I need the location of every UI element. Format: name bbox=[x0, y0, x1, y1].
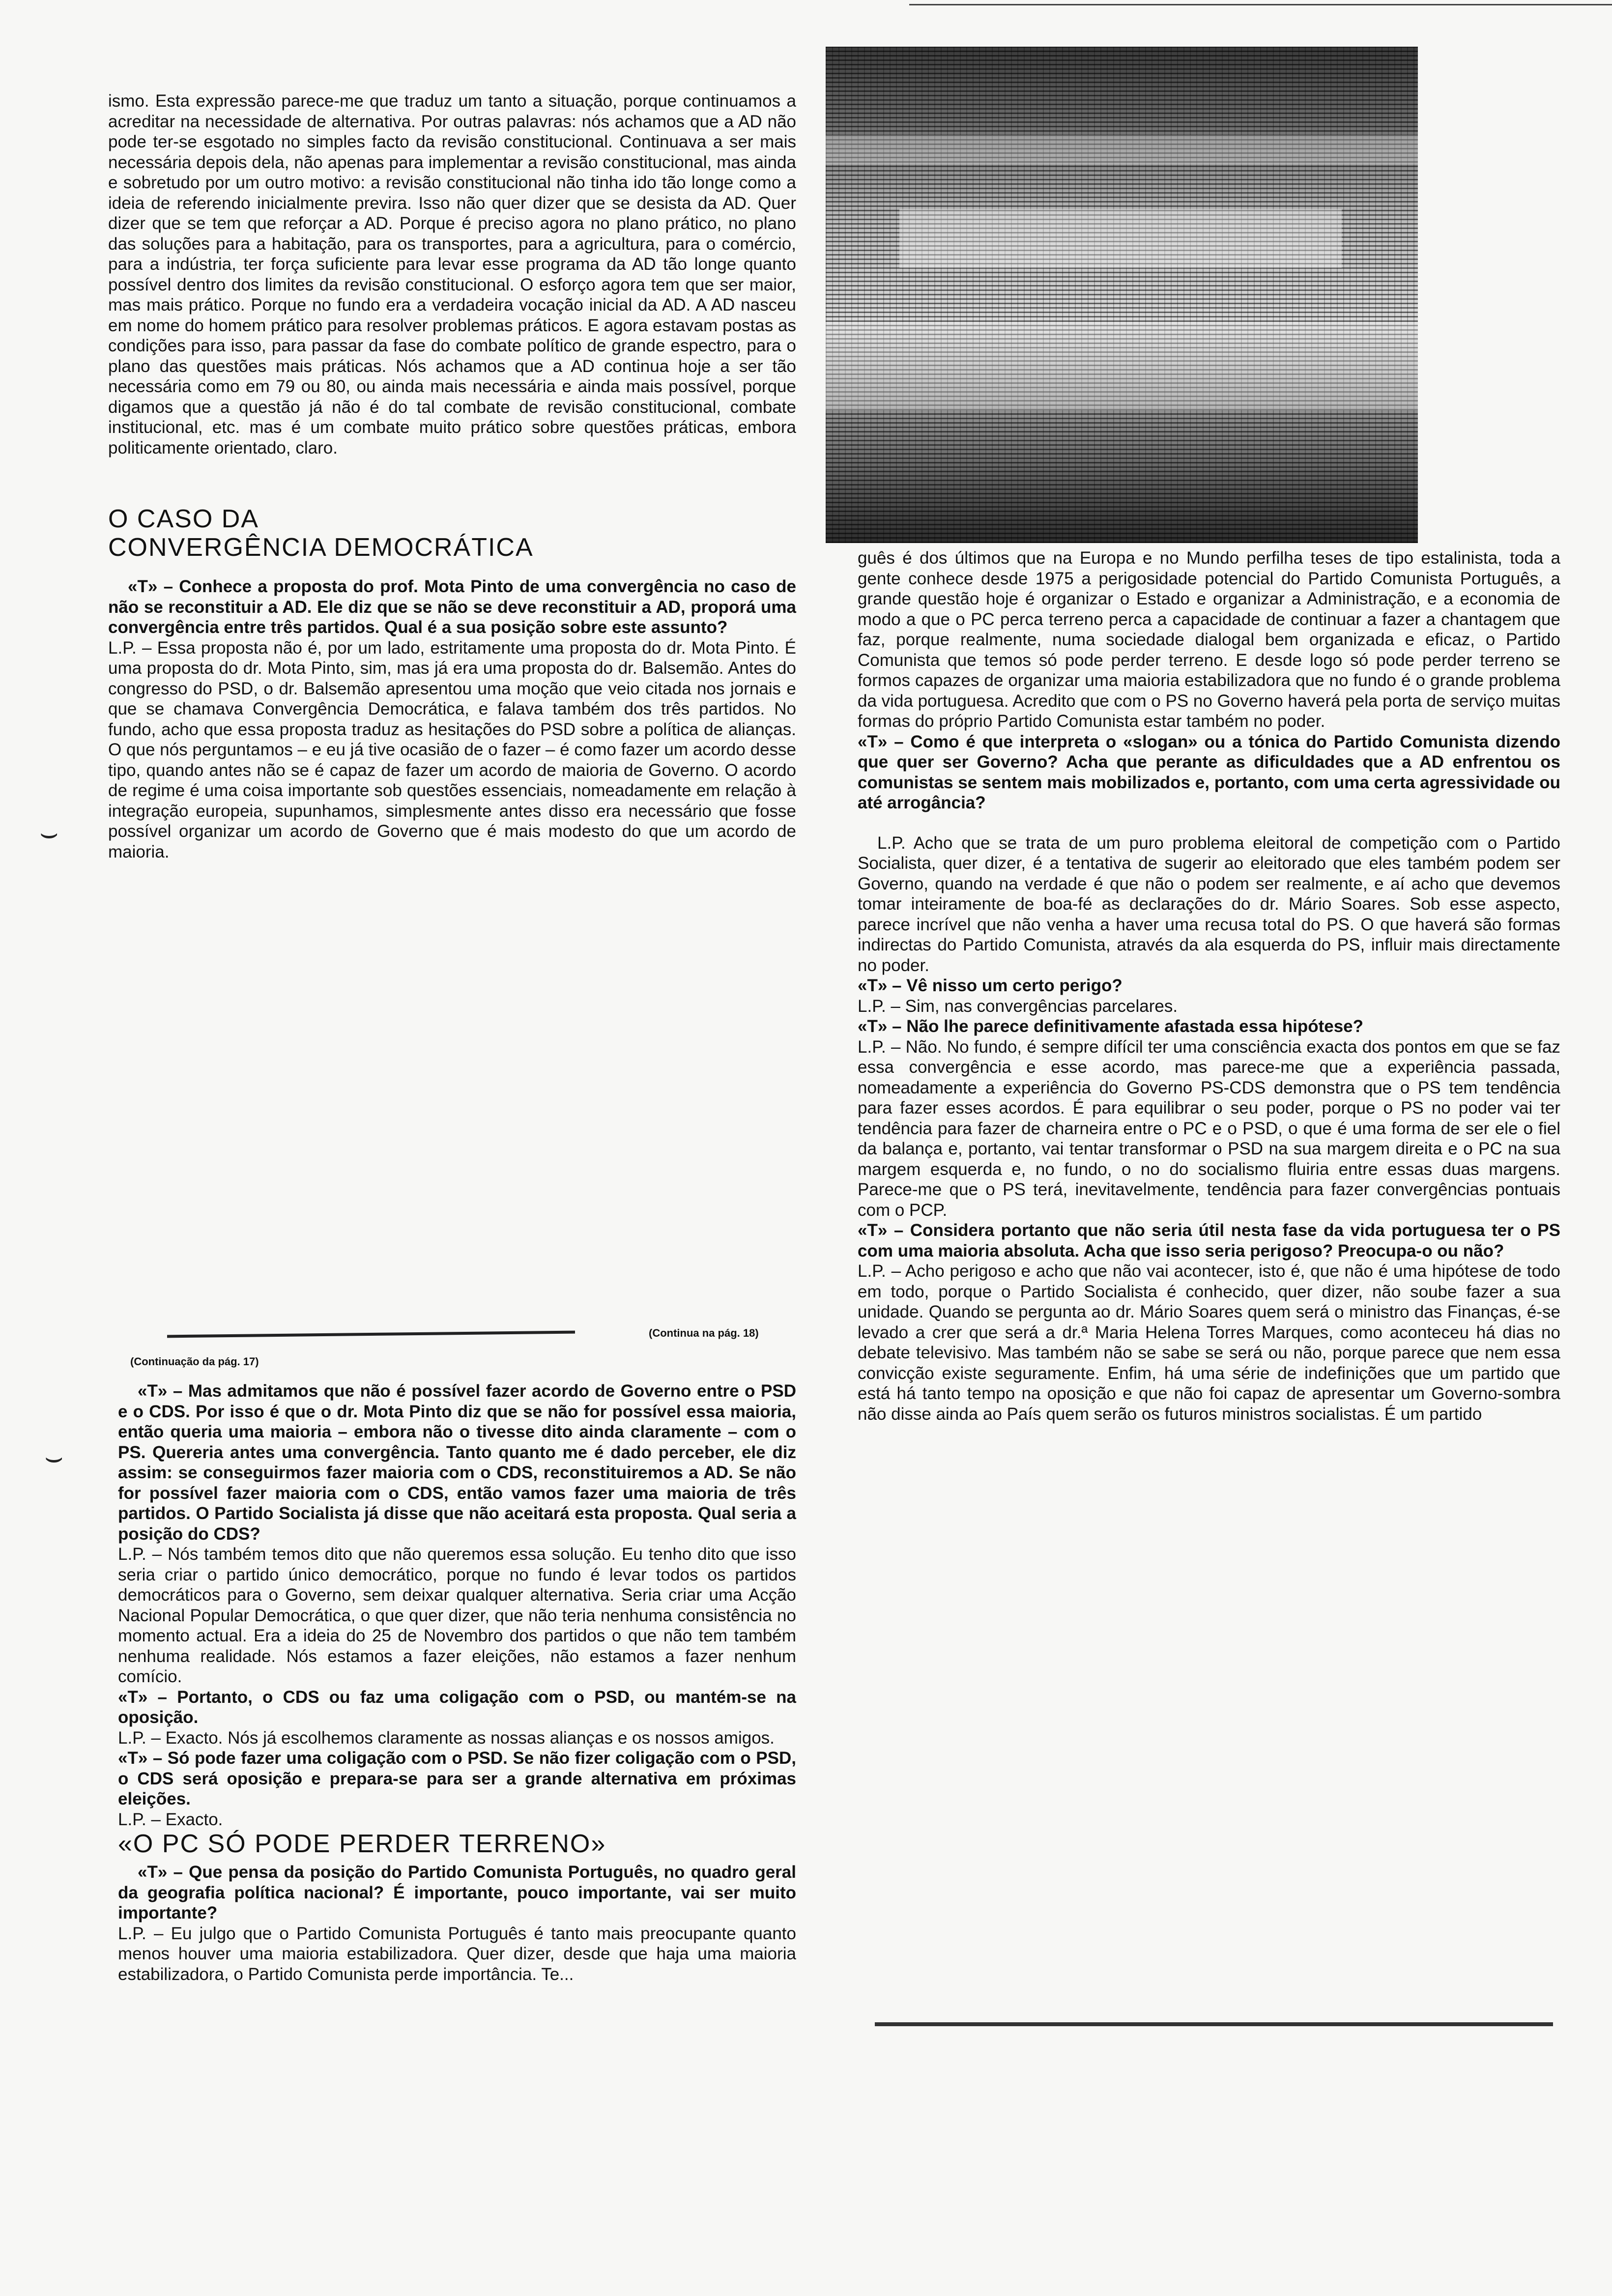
answer-7: L.P. – Sim, nas convergências parcelares. bbox=[858, 996, 1178, 1016]
answer-3: L.P. – Exacto. Nós já escolhemos claramente as nossas alianças e os nossos amigos. bbox=[118, 1728, 775, 1748]
question-7: «T» – Vê nisso um certo perigo? bbox=[858, 976, 1123, 995]
right-column bbox=[858, 548, 1560, 1424]
continued-from-note: (Continuação da pág. 17) bbox=[130, 1355, 259, 1368]
left-column bbox=[108, 91, 796, 862]
question-5: «T» – Que pensa da posição do Partido Comunista Português, no quadro geral da geografia política nacional? É importante, pouco importante, vai ser muito importante? bbox=[118, 1863, 796, 1923]
section-heading-pc: «O PC SÓ PODE PERDER TERRENO» bbox=[118, 1830, 606, 1858]
top-rule bbox=[909, 4, 1612, 5]
column-break-rule bbox=[167, 1331, 575, 1338]
continue-note: (Continua na pág. 18) bbox=[649, 1327, 759, 1339]
question-3: «T» – Portanto, o CDS ou faz uma coligação com o PSD, ou mantém-se na oposição. bbox=[118, 1687, 796, 1727]
answer-6: L.P. Acho que se trata de um puro problema eleitoral de competição com o Partido Socialista, quer dizer, é a tentativa de sugerir ao eleitorado que eles também podem ser Governo, quando na verdade é que não o podem ser realmente, e aí acho que devemos tomar inteiramente de boa-fé as declarações do dr. Mário Soares. Sob esse aspecto, parece incrível que não venha a haver uma recusa total do PS. O que haverá são formas indirectas do Partido Comunista, através da ala esquerda do PS, influir mais directamente no poder. bbox=[858, 833, 1560, 975]
answer-5-continued: guês é dos últimos que na Europa e no Mundo perfilha teses de tipo estalinista, toda a gente conhece desde 1975 a perigosidade potencial do Partido Comunista Português, a grande questão hoje é organizar o Estado e organizar a Administração, e a economia de modo a que o PC perca terreno perca a capacidade de continuar a fazer a chantagem que faz, porque realmente, numa sociedade dialogal bem organizada e eficaz, o Partido Comunista que temos só pode perder terreno. E desde logo só pode perder terreno se formos capazes de organizar uma maioria estabilizadora que no fundo é o grande problema da vida portuguesa. Acredito que com o PS no Governo haverá pela porta de serviço muitas formas do próprio Partido Comunista estar também no poder. bbox=[858, 548, 1561, 731]
question-9: «T» – Considera portanto que não seria útil nesta fase da vida portuguesa ter o PS com uma maioria absoluta. Acha que isso seria perigoso? Preocupa-o ou não? bbox=[858, 1221, 1560, 1261]
heading-line-1: O CASO DA bbox=[108, 505, 259, 533]
left-column-continued bbox=[118, 1381, 796, 1984]
answer-4: L.P. – Exacto. bbox=[118, 1809, 223, 1829]
newspaper-photo bbox=[826, 47, 1418, 543]
answer-9: L.P. – Acho perigoso e acho que não vai acontecer, isto é, que não é uma hipótese de todo em todo, porque o Partido Socialista é conhecido, quer dizer, não soube fazer a sua unidade. Quando se pergunta ao dr. Mário Soares quem será o ministro das Finanças, é-se levado a crer que será a dr.ª Maria Helena Torres Marques, como aconteceu há dias no debate televisivo. Mas também não se sabe se será ou não, porque parece que nem essa convicção existe seguramente. Enfim, há uma série de indefinições que um partido que está há tanto tempo na oposição e que não foi capaz de apresentar um Governo-sombra não disse ainda ao País quem serão os futuros ministros socialistas. É um partido bbox=[858, 1262, 1560, 1424]
section-heading-convergencia bbox=[108, 505, 796, 562]
question-8: «T» – Não lhe parece definitivamente afastada essa hipótese? bbox=[858, 1017, 1364, 1036]
answer-2: L.P. – Nós também temos dito que não queremos essa solução. Eu tenho dito que isso seria criar o partido único democrático, porque no fundo é levar todos os partidos democráticos para o Governo, sem deixar qualquer alternativa. Seria criar uma Acção Nacional Popular Democrática, o que quer dizer, que não teria nenhuma consistência no momento actual. Era a ideia do 25 de Novembro dos partidos o que não tem também nenhuma realidade. Nós estamos a fazer eleições, não estamos a fazer nenhum comício. bbox=[118, 1545, 796, 1686]
margin-mark-1: ⌣ bbox=[39, 816, 59, 849]
margin-mark-2: ⌣ bbox=[44, 1440, 64, 1473]
intro-paragraph: ismo. Esta expressão parece-me que traduz um tanto a situação, porque continuamos a acreditar na necessidade de alternativa. Por outras palavras: nós achamos que a AD não pode ter-se esgotado no simples facto da revisão constitucional. Continuava a ser mais necessária depois dela, não apenas para implementar a revisão constitucional, mas ainda e sobretudo por um outro motivo: a revisão constitucional não tinha ido tão longe como a ideia de referendo inicialmente previra. Isso não quer dizer que se desista da AD. Quer dizer que se tem que reforçar a AD. Porque é preciso agora no plano prático, no plano das soluções para a habitação, para os transportes, para a agricultura, para o comércio, para a indústria, ter força suficiente para levar esse programa da AD tão longe quanto possível dentro dos limites da revisão constitucional. O esforço agora tem que ser maior, mas mais prático. Porque no fundo era a verdadeira vocação inicial da AD. A AD nasceu em nome do homem prático para resolver problemas práticos. E agora estavam postas as condições para isso, para passar da fase do combate político de grande espectro, para o plano das questões mais práticas. Nós achamos que a AD continua hoje a ser tão necessária como em 79 ou 80, ou ainda mais necessária e ainda mais possível, porque digamos que a questão já não é do tal combate de revisão constitucional, combate institucional, etc. mas é um combate muito prático sobre questões práticas, embora politicamente orientado, claro. bbox=[108, 91, 796, 458]
question-6: «T» – Como é que interpreta o «slogan» ou a tónica do Partido Comunista dizendo que quer ser Governo? Acha que perante as dificuldades que a AD enfrentou os comunistas se sentem mais mobilizados e, portanto, com uma certa agressividade ou até arrogância? bbox=[858, 732, 1560, 812]
right-bottom-rule bbox=[875, 2022, 1553, 2026]
question-4: «T» – Só pode fazer uma coligação com o PSD. Se não fizer coligação com o PSD, o CDS será oposição e prepara-se para ser a grande alternativa em próximas eleições. bbox=[118, 1749, 796, 1808]
answer-5: L.P. – Eu julgo que o Partido Comunista Português é tanto mais preocupante quanto menos houver uma maioria estabilizadora. Quer dizer, desde que haja uma maioria estabilizadora, o Partido Comunista perde importância. Te... bbox=[118, 1923, 796, 1984]
answer-8: L.P. – Não. No fundo, é sempre difícil ter uma consciência exacta dos pontos em que se faz essa convergência e esse acordo, mas parece-me que a experiência passada, nomeadamente a experiência do Governo PS-CDS demonstra que o PS tem tendência para fazer esses acordos. É para equilibrar o seu poder, porque o PS no poder vai ter tendência para fazer de charneira entre o PC e o PSD, o que é uma forma de ser ele o fiel da balança e, portanto, vai tentar transformar o PSD na sua margem direita e o PC na sua margem esquerda e, no fundo, o no do socialismo fluiria entre essas duas margens. Parece-me que o PS terá, inevitavelmente, tendência para fazer convergências pontuais com o PCP. bbox=[858, 1037, 1560, 1220]
heading-line-2: CONVERGÊNCIA DEMOCRÁTICA bbox=[108, 533, 534, 562]
answer-1: L.P. – Essa proposta não é, por um lado, estritamente uma proposta do dr. Mota Pinto. É uma proposta do dr. Mota Pinto, sim, mas já era uma proposta do dr. Balsemão. Antes do congresso do PSD, o dr. Balsemão apresentou uma moção que veio citada nos jornais e que se chamava Convergência Democrática, e falava também dos três partidos. No fundo, acho que essa proposta traduz as hesitações do PSD sobre a política de alianças. O que nós perguntamos – e eu já tive ocasião de o fazer – é como fazer um acordo desse tipo, quando antes não se é capaz de fazer um acordo de maioria de Governo. O acordo de regime é uma coisa importante sob questões essenciais, nomeadamente em relação à integração europeia, supunhamos, simplesmente antes disso era necessário que fosse possível organizar um acordo de Governo que é mais modesto do que um acordo de maioria. bbox=[108, 638, 796, 861]
question-1: «T» – Conhece a proposta do prof. Mota Pinto de uma convergência no caso de não se reconstituir a AD. Ele diz que se não se deve reconstituir a AD, proporá uma convergência entre três partidos. Qual é a sua posição sobre este assunto? bbox=[108, 577, 796, 637]
question-2: «T» – Mas admitamos que não é possível fazer acordo de Governo entre o PSD e o CDS. Por isso é que o dr. Mota Pinto diz que se não for possível essa maioria, então queria uma maioria – embora não o tivesse dito ainda claramente – com o PS. Quereria antes uma convergência. Tanto quanto me é dado perceber, ele diz assim: se conseguirmos fazer maioria com o CDS, reconstituiremos a AD. Se não for possível fazer maioria com o CDS, então vamos fazer uma maioria de três partidos. O Partido Socialista já disse que não aceitará esta proposta. Qual seria a posição do CDS? bbox=[118, 1381, 796, 1544]
